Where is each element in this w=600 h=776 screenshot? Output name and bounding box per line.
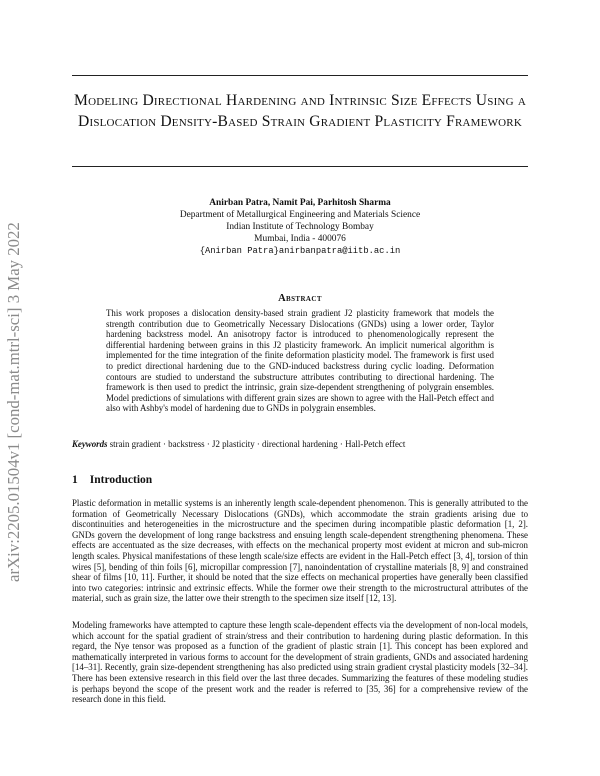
arxiv-identifier: arXiv:2205.01504v1 [cond-mat.mtrl-sci] 3 May 2022 — [4, 222, 23, 582]
intro-paragraph-2: Modeling frameworks have attempted to capture these length scale-dependent effects via the development of non-local models, which account for the spatial gradient of strain/stress and their contribution to hardening during plastic deformation. In this regard, the Nye tensor was proposed as a function of the gradient of plastic strain [1]. This concept has been explored and mathematically interpreted in various forms to account for the development of strain gradients, GNDs and associated hardening [14–31]. Recently, grain size-dependent strengthening has also predicted using strain gradient crystal plasticity models [32–34]. There has been extensive research in this field over the last three decades. Summarizing the features of these modeling studies is perhaps beyond the scope of the present work and the reader is referred to [35, 36] for a comprehensive review of the research done in this field. — [72, 620, 528, 705]
abstract-text: This work proposes a dislocation density-based strain gradient J2 plasticity framework that models the strength contribution due to Geometrically Necessary Dislocations (GNDs) using a lower order, Taylor hardening backstress model. An anisotropy factor is introduced to phenomenologically represent the differential hardening between grains in this J2 plasticity framework. An implicit numerical algorithm is implemented for the time integration of the finite deformation plasticity model. The framework is first used to predict directional hardening due to the GND-induced backstress during cyclic loading. Deformation contours are studied to understand the substructure attributes contributing to directional hardening. The framework is then used to predict the intrinsic, grain size-dependent strengthening of polygrain ensembles. Model predictions of simulations with different grain sizes are shown to agree with the Hall-Petch effect and also with Ashby's model of hardening due to GNDs in polygrain ensembles. — [106, 308, 494, 414]
section-title: Introduction — [89, 474, 153, 486]
author-block — [72, 197, 528, 257]
intro-paragraph-1: Plastic deformation in metallic systems is an inherently length scale-dependent phenomenon. This is generally attributed to the formation of Geometrically Necessary Dislocations (GNDs), which accommodate the strain gradients arising due to discontinuities and heterogeneities in the microstructure and the specimen during incompatible plastic deformation [1, 2]. GNDs govern the development of long range backstress and ensuing length scale-dependent strengthening phenomena. These effects are accentuated as the size decreases, with effects on the mechanical property most evident at micron and sub-micron length scales. Physical manifestations of these length scale/size effects are evident in the Hall-Petch effect [3, 4], torsion of thin wires [5], bending of thin foils [6], micropillar compression [7], nanoindentation of crystalline materials [8, 9] and constrained shear of films [10, 11]. Further, it should be noted that the size effects on mechanical properties have generally been classified into two categories: intrinsic and extrinsic effects. While the former owe their strength to the microstructural attributes of the material, such as grain size, the latter owe their strength to the specimen size itself [12, 13]. — [72, 498, 528, 604]
keywords-line — [72, 439, 528, 450]
keywords-text: strain gradient · backstress · J2 plasticity · directional hardening · Hall-Petch effect — [109, 439, 406, 449]
paper-title: Modeling Directional Hardening and Intrinsic Size Effects Using a Dislocation Density-Based Strain Gradient Plasticity Framework — [74, 92, 526, 130]
section-heading — [72, 474, 152, 486]
author-city: Mumbai, India - 400076 — [254, 234, 346, 244]
author-department: Department of Metallurgical Engineering and Materials Science — [179, 210, 421, 220]
author-email: {Anirban Patra}anirbanpatra@iitb.ac.in — [199, 246, 401, 256]
title-top-rule — [72, 75, 528, 76]
author-institute: Indian Institute of Technology Bombay — [226, 222, 374, 232]
section-number: 1 — [72, 474, 78, 486]
keywords-label: Keywords — [72, 439, 108, 449]
title-bottom-rule — [72, 166, 528, 167]
author-names: Anirban Patra, Namit Pai, Parhitosh Sharma — [209, 198, 391, 208]
abstract-heading: Abstract — [278, 293, 322, 304]
